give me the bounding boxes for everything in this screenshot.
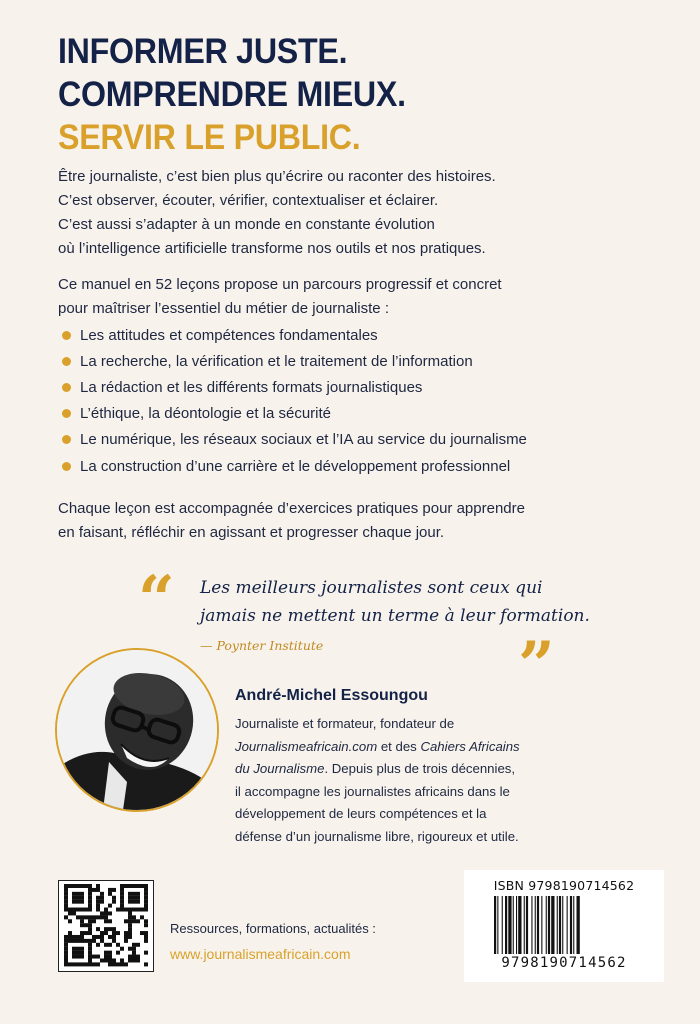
quote-attribution: — Poynter Institute xyxy=(200,638,324,653)
quote-line: jamais ne mettent un terme à leur formation. xyxy=(200,606,590,626)
intro-line: C’est aussi s’adapter à un monde en constante évolution xyxy=(58,216,435,233)
bullet-dot-icon xyxy=(62,462,71,471)
list-item xyxy=(62,427,662,453)
author-photo xyxy=(55,648,219,812)
manual-line: pour maîtriser l’essentiel du métier de journaliste : xyxy=(58,300,389,317)
intro-line: C’est observer, écouter, vérifier, contextualiser et éclairer. xyxy=(58,192,439,209)
list-item-text: La recherche, la vérification et le traitement de l’information xyxy=(80,352,473,370)
bio-line: défense d’un journalisme libre, rigoureux et utile. xyxy=(235,828,519,844)
list-item xyxy=(62,374,662,400)
isbn-label: ISBN 9798190714562 xyxy=(493,878,635,893)
bio-line: il accompagne les journalistes africains dans le xyxy=(235,783,510,799)
bio-connector: et des xyxy=(377,738,421,754)
headline xyxy=(58,30,406,159)
bio-text: . Depuis plus de trois décennies, xyxy=(324,761,516,776)
bio-publication-cont: du Journalisme xyxy=(235,761,325,776)
list-item-text: Les attitudes et compétences fondamentales xyxy=(80,326,378,344)
open-quote-icon: “ xyxy=(138,562,175,637)
closing-paragraph xyxy=(58,497,658,545)
quote-line: Les meilleurs journalistes sont ceux qui xyxy=(200,578,543,598)
isbn-number: 9798190714562 xyxy=(501,955,627,971)
bio-publication: Cahiers Africains xyxy=(420,738,520,754)
manual-line: Ce manuel en 52 leçons propose un parcours progressif et concret xyxy=(58,276,502,293)
author-bio xyxy=(235,713,520,848)
bullet-dot-icon xyxy=(62,409,71,418)
resources-label: Ressources, formations, actualités : xyxy=(170,921,376,936)
intro-paragraph xyxy=(58,165,658,261)
bio-line xyxy=(235,736,520,759)
list-item-text: La rédaction et les différents formats journalistiques xyxy=(80,378,423,396)
bio-site-name: Journalismeafricain.com xyxy=(235,738,378,754)
website-link[interactable]: www.journalismeafricain.com xyxy=(170,946,351,962)
list-item xyxy=(62,401,662,427)
isbn-barcode xyxy=(464,870,664,982)
list-item xyxy=(62,348,662,374)
author-name: André-Michel Essoungou xyxy=(235,687,428,704)
list-item xyxy=(62,453,662,479)
list-item-text: La construction d’une carrière et le développement professionnel xyxy=(80,457,511,475)
bullet-dot-icon xyxy=(62,357,71,366)
closing-line: en faisant, réfléchir en agissant et progresser chaque jour. xyxy=(58,524,445,541)
topics-list xyxy=(62,322,662,479)
headline-line-1: INFORMER JUSTE. xyxy=(58,32,348,71)
qr-code-icon xyxy=(58,880,154,972)
headline-line-3: SERVIR LE PUBLIC. xyxy=(58,118,361,157)
bio-line xyxy=(235,758,520,781)
pull-quote xyxy=(200,574,590,630)
manual-paragraph xyxy=(58,273,658,321)
close-quote-icon: ” xyxy=(518,628,555,703)
bio-line: Journaliste et formateur, fondateur de xyxy=(235,716,455,731)
bullet-dot-icon xyxy=(62,331,71,340)
barcode-icon xyxy=(494,896,634,954)
closing-line: Chaque leçon est accompagnée d’exercices pratiques pour apprendre xyxy=(58,500,525,517)
intro-line: où l’intelligence artificielle transforme nos outils et nos pratiques. xyxy=(58,240,486,257)
list-item-text: Le numérique, les réseaux sociaux et l’IA au service du journalisme xyxy=(80,431,527,449)
bullet-dot-icon xyxy=(62,435,71,444)
intro-line: Être journaliste, c’est bien plus qu’écrire ou raconter des histoires. xyxy=(58,168,496,185)
author-portrait-icon xyxy=(57,650,217,810)
bullet-dot-icon xyxy=(62,383,71,392)
list-item-text: L’éthique, la déontologie et la sécurité xyxy=(80,405,332,423)
list-item xyxy=(62,322,662,348)
headline-line-2: COMPRENDRE MIEUX. xyxy=(58,75,406,114)
qr-code-graphic xyxy=(59,881,153,971)
bio-line: développement de leurs compétences et la xyxy=(235,806,487,821)
